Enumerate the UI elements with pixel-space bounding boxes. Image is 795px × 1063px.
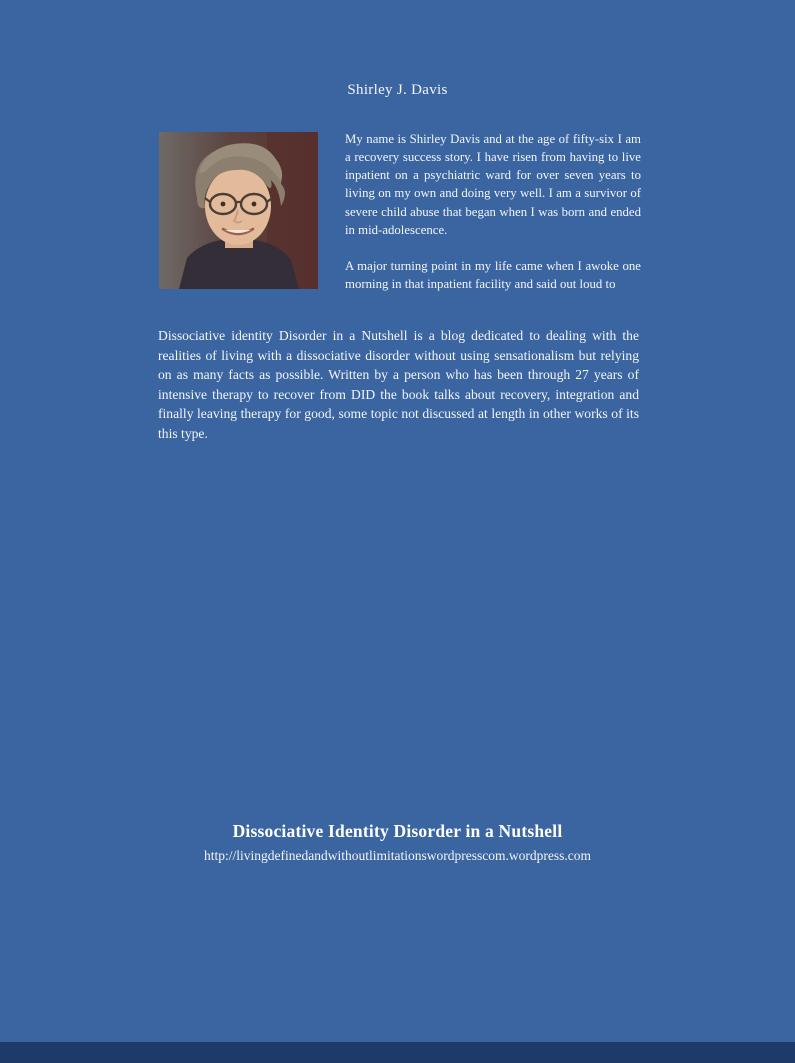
author-portrait-illustration: [159, 132, 318, 289]
author-name-heading: Shirley J. Davis: [347, 82, 448, 98]
bio-paragraph-1: My name is Shirley Davis and at the age of fifty-six I am a recovery success story. I have risen from having to live inpatient on a psychiatric ward for over seven years to living on my own and doing very well. I am a survivor of severe child abuse that began when I was born and ended in mid-adolescence.: [345, 132, 641, 237]
author-photo: [159, 132, 318, 289]
description-paragraph: Dissociative identity Disorder in a Nutshell is a blog dedicated to dealing with the realities of living with a dissociative disorder without using sensationalism but relying on as many facts as possible. Written by a person who has been through 27 years of intensive therapy to recover from DID the book talks about recovery, integration and finally leaving therapy for good, some topic not discussed at length in other works of its this type.: [158, 328, 639, 441]
author-bio: [345, 130, 641, 311]
bio-paragraph-2: A major turning point in my life came when I awoke one morning in that inpatient facility and said out loud to: [345, 258, 641, 292]
book-title: Dissociative Identity Disorder in a Nutshell: [232, 821, 563, 841]
bottom-accent-bar: [0, 1042, 795, 1063]
book-description: [158, 326, 639, 443]
blog-url: http://livingdefinedandwithoutlimitationswordpresscom.wordpress.com: [204, 848, 591, 863]
